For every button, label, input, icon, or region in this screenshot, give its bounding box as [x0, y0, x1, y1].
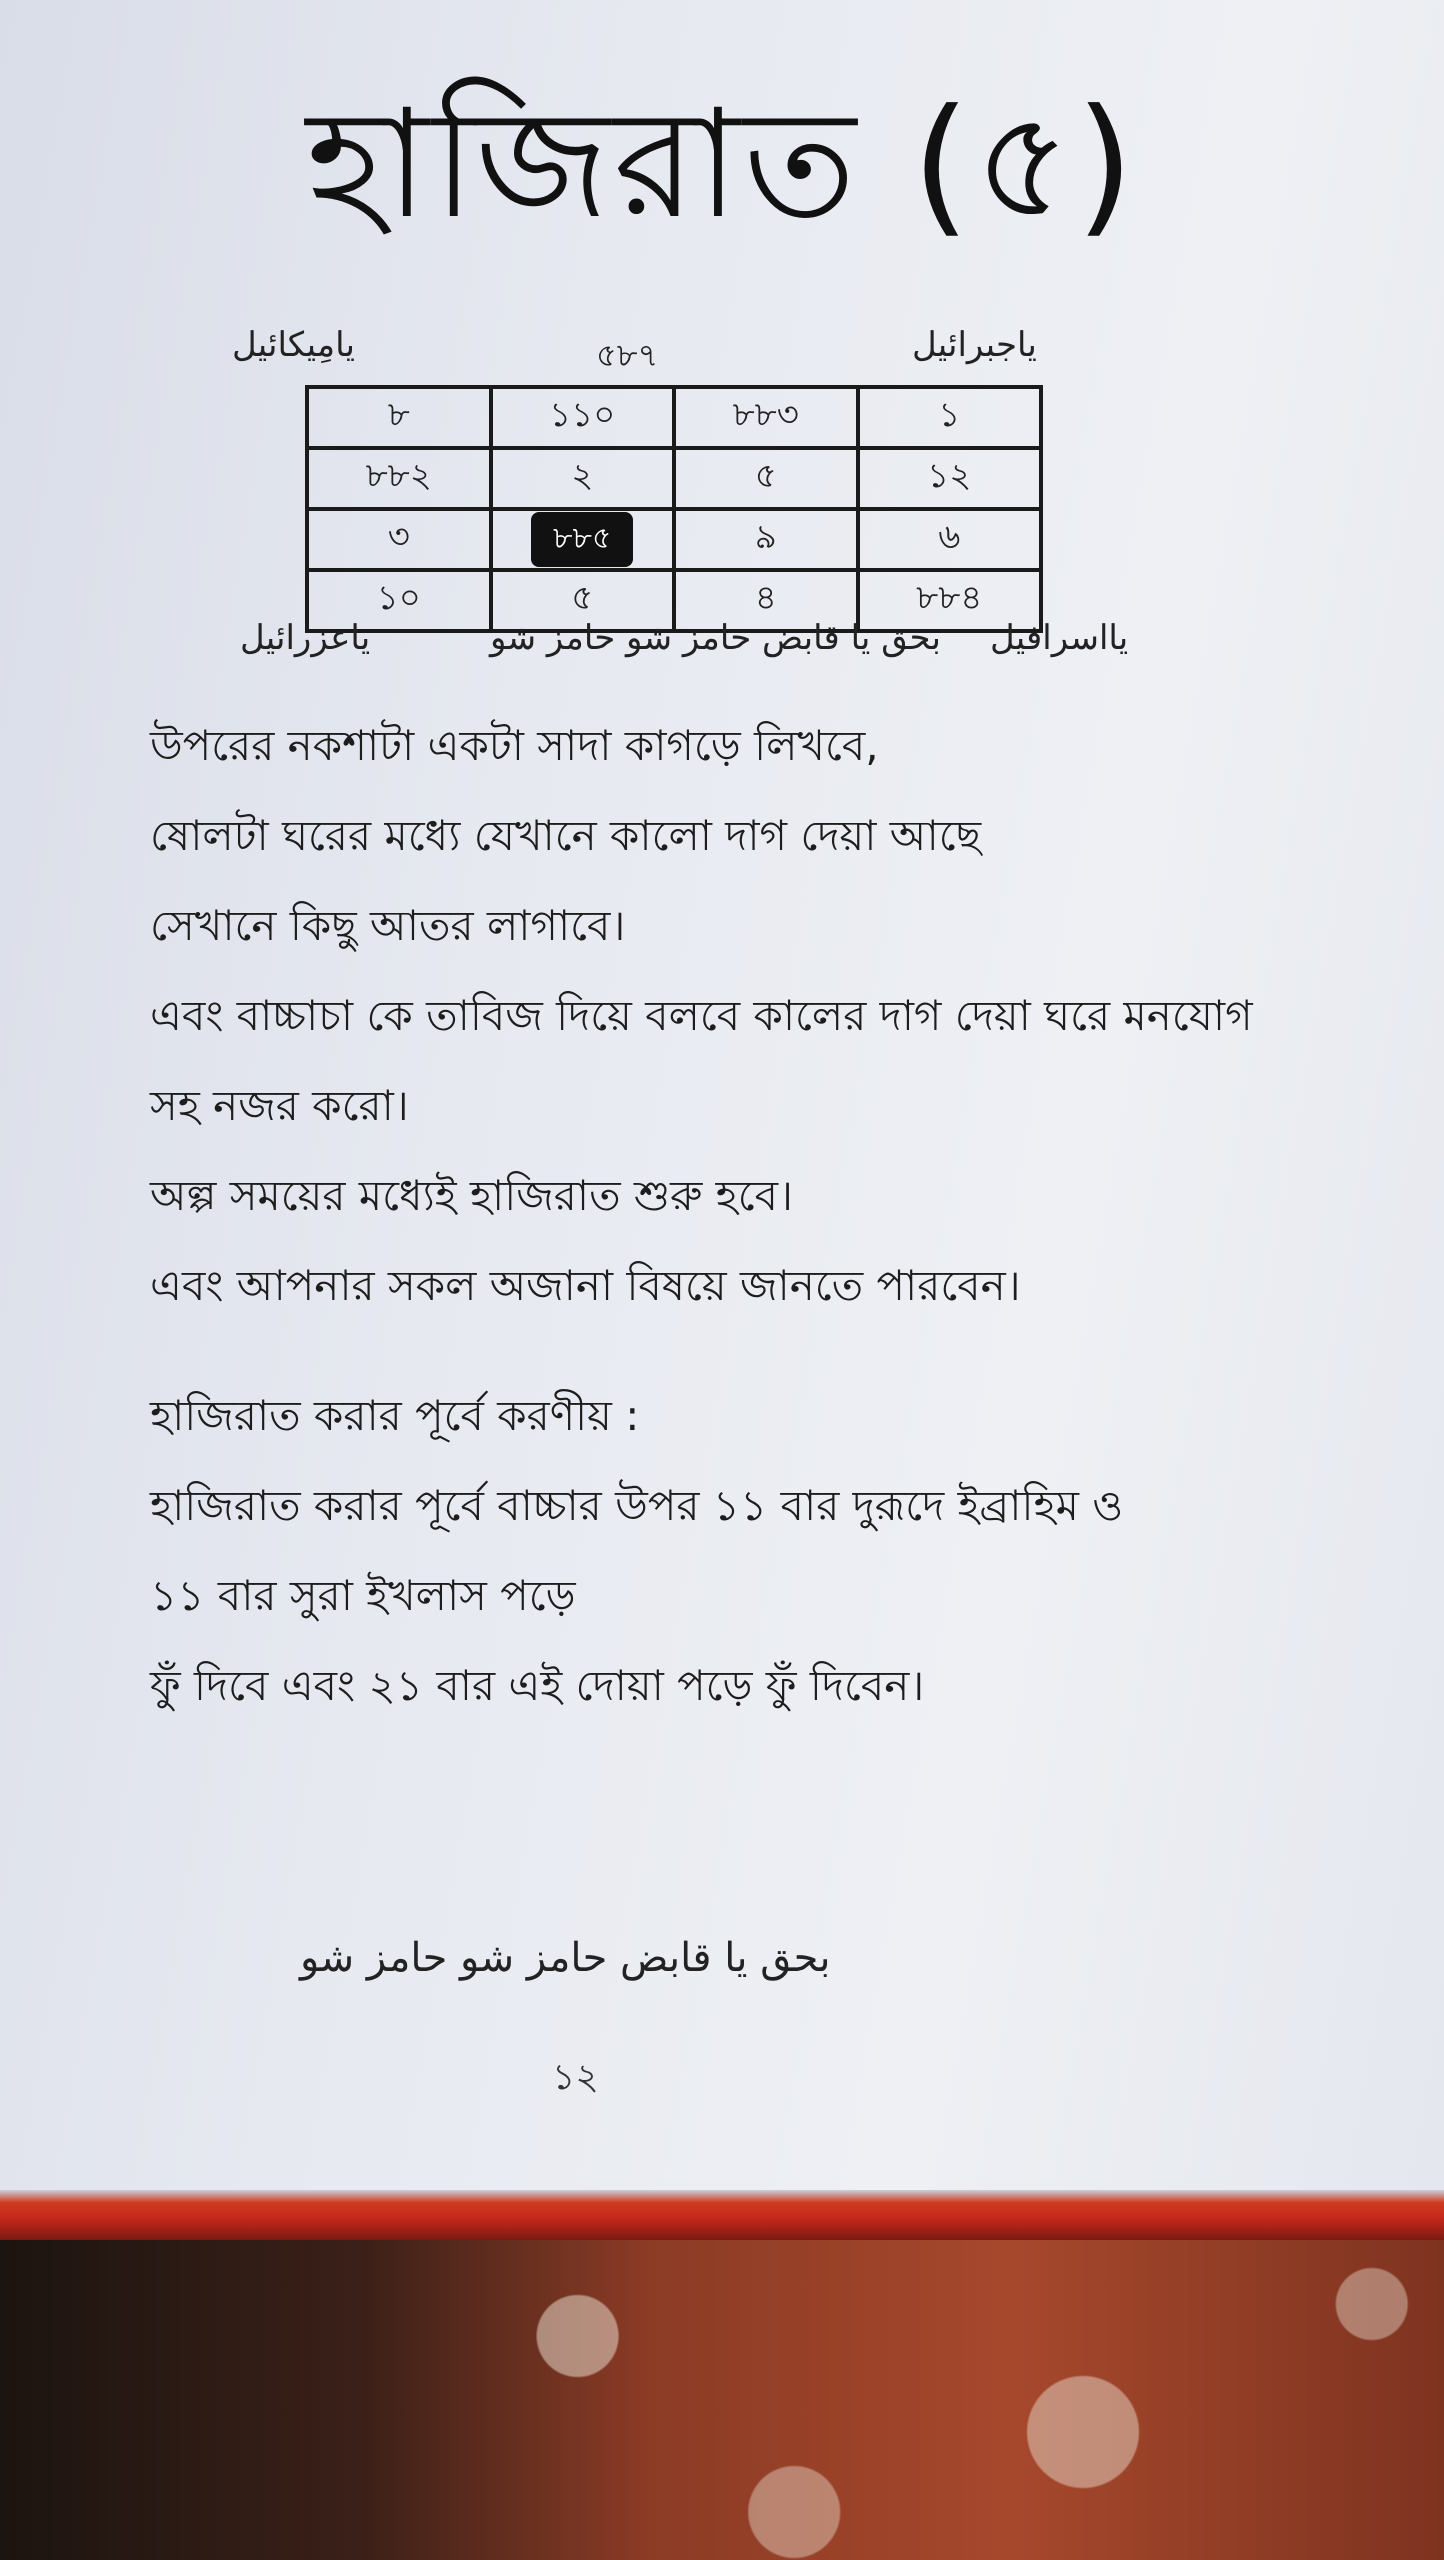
section-heading: হাজিরাত করার পূর্বে করণীয় :	[150, 1391, 640, 1440]
text-line: হাজিরাত করার পূর্বে বাচ্চার উপর ১১ বার দুরূদে ইব্রাহিম ও	[150, 1481, 1124, 1530]
grid-label-bottom-left: ياعزرائيل	[240, 618, 371, 658]
text-line: ষোলটা ঘরের মধ্যে যেখানে কালো দাগ দেয়া আছে	[150, 811, 982, 860]
table-cell-marked	[491, 509, 675, 570]
text-line: ফুঁ দিবে এবং ২১ বার এই দোয়া পড়ে ফুঁ দিবেন।	[150, 1661, 925, 1710]
text-line: সেখানে কিছু আতর লাগাবে।	[150, 901, 626, 950]
text-line: ১১ বার সুরা ইখলাস পড়ে	[150, 1571, 576, 1620]
table-cell: ১২	[858, 448, 1042, 509]
book-edge	[0, 2190, 1444, 2240]
grid-label-bottom-center: بحق يا قابض حامز شو حامز شو	[490, 618, 941, 658]
table-cell: ৮৮৩	[674, 387, 858, 448]
table-cell: ৮৮৪	[858, 570, 1042, 631]
dua-text: بحق يا قابض حامز شو حامز شو	[300, 1935, 831, 1981]
table-row	[307, 509, 1041, 570]
table-cell: ৪	[674, 570, 858, 631]
table-cell: ১০	[307, 570, 491, 631]
instructions-text	[150, 721, 1444, 1755]
fabric-background	[0, 2240, 1444, 2560]
text-line: অল্প সময়ের মধ্যেই হাজিরাত শুরু হবে।	[150, 1171, 794, 1220]
black-mark-cell-value: ৮৮৫	[531, 512, 633, 567]
table-row	[307, 448, 1041, 509]
table-cell: ৬	[858, 509, 1042, 570]
text-line: উপরের নকশাটা একটা সাদা কাগড়ে লিখবে,	[150, 721, 879, 770]
table-cell: ৮	[307, 387, 491, 448]
page-title: হাজিরাত (৫)	[305, 78, 1139, 252]
page-number: ১২	[552, 2057, 599, 2098]
table-cell: ১	[858, 387, 1042, 448]
grid-label-top-left: يامِيكائيل	[232, 325, 355, 365]
table-row	[307, 387, 1041, 448]
blank-line	[150, 1355, 1444, 1395]
table-cell: ৩	[307, 509, 491, 570]
text-line: এবং বাচ্চাচা কে তাবিজ দিয়ে বলবে কালের দাগ দেয়া ঘরে মনযোগ	[150, 991, 1253, 1040]
grid-label-top-number: ৫৮৭	[596, 336, 659, 374]
text-line: সহ নজর করো।	[150, 1081, 409, 1130]
table-cell: ৫	[491, 570, 675, 631]
table-cell: ৮৮২	[307, 448, 491, 509]
magic-square-table	[305, 385, 1043, 633]
table-cell: ৫	[674, 448, 858, 509]
table-cell: ৯	[674, 509, 858, 570]
text-line: এবং আপনার সকল অজানা বিষয়ে জানতে পারবেন।	[150, 1261, 1021, 1310]
grid-label-bottom-right: يااسرافيل	[990, 618, 1129, 658]
table-cell: ১১০	[491, 387, 675, 448]
grid-label-top-right: ياجبرائيل	[912, 325, 1037, 365]
table-cell: ২	[491, 448, 675, 509]
